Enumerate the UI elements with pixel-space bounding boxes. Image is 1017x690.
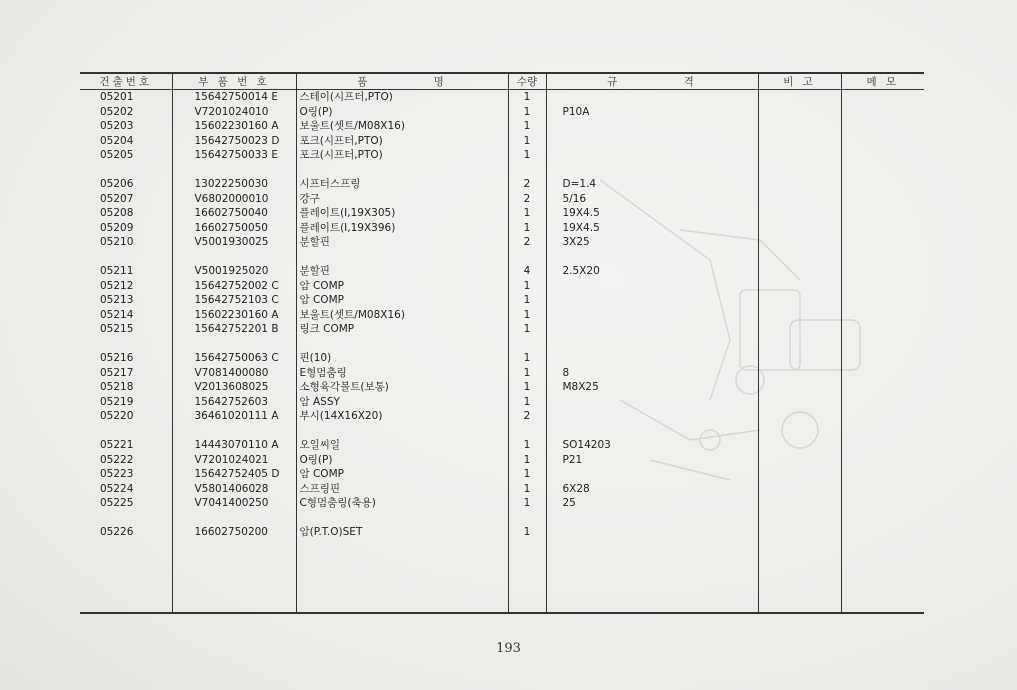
- remark-cell: [758, 366, 841, 381]
- table-row: [80, 90, 924, 105]
- row-number-cell: 05205: [100, 149, 134, 161]
- specification-cell: 2.5X20: [546, 264, 758, 279]
- memo-cell: [841, 148, 924, 163]
- quantity-cell: 1: [508, 105, 546, 120]
- quantity-cell: 1: [508, 438, 546, 453]
- table-row: [80, 496, 924, 511]
- quantity-cell: 1: [508, 148, 546, 163]
- table-row: [80, 453, 924, 468]
- part-name-cell: 보울트(셋트/M08X16): [296, 119, 508, 134]
- memo-cell: [841, 279, 924, 294]
- memo-cell: [841, 467, 924, 482]
- remark-cell: [758, 206, 841, 221]
- row-number-cell: 05208: [100, 207, 134, 219]
- specification-cell: 19X4.5: [546, 221, 758, 236]
- memo-cell: [841, 119, 924, 134]
- table-row: [80, 192, 924, 207]
- part-number-cell: V7041400250: [172, 496, 296, 511]
- memo-cell: [841, 482, 924, 497]
- row-number-cell: 05214: [100, 308, 134, 321]
- part-number-cell: [172, 569, 296, 584]
- remark-cell: [758, 192, 841, 207]
- row-number-cell: 05211: [100, 265, 134, 277]
- table-row: [80, 482, 924, 497]
- part-name-cell: O링(P): [296, 105, 508, 120]
- specification-cell: [546, 467, 758, 482]
- specification-cell: [546, 598, 758, 614]
- row-number-cell: 05218: [100, 381, 134, 393]
- part-number-cell: 15602230160 A: [172, 308, 296, 323]
- part-name-cell: 플레이트(I,19X396): [296, 221, 508, 236]
- part-number-cell: 15642750063 C: [172, 351, 296, 366]
- memo-cell: [841, 235, 924, 250]
- specification-cell: [546, 351, 758, 366]
- row-number-cell: 05216: [100, 352, 134, 364]
- remark-cell: [758, 90, 841, 105]
- row-number-cell: 05215: [100, 323, 134, 335]
- table-row: [80, 380, 924, 395]
- part-number-cell: V2013608025: [172, 380, 296, 395]
- part-number-cell: [172, 424, 296, 439]
- part-number-cell: [172, 250, 296, 265]
- part-name-cell: E형멈춤링: [296, 366, 508, 381]
- part-number-cell: 16602750040: [172, 206, 296, 221]
- memo-cell: [841, 206, 924, 221]
- row-number-cell: 05202: [100, 105, 134, 118]
- header-remark: 비 고: [758, 73, 841, 90]
- row-number-cell: [80, 250, 172, 265]
- specification-cell: 8: [546, 366, 758, 381]
- part-name-cell: 분할핀: [296, 235, 508, 250]
- specification-cell: [546, 279, 758, 294]
- specification-cell: [546, 148, 758, 163]
- specification-cell: 25: [546, 496, 758, 511]
- quantity-cell: 1: [508, 90, 546, 105]
- remark-cell: [758, 322, 841, 337]
- part-number-cell: [172, 554, 296, 569]
- table-row: [80, 293, 924, 308]
- remark-cell: [758, 308, 841, 323]
- remark-cell: [758, 598, 841, 614]
- quantity-cell: [508, 424, 546, 439]
- memo-cell: [841, 569, 924, 584]
- part-name-cell: 암(P.T.O)SET: [296, 525, 508, 540]
- memo-cell: [841, 192, 924, 207]
- specification-cell: P21: [546, 453, 758, 468]
- quantity-cell: 2: [508, 192, 546, 207]
- part-number-cell: 14443070110 A: [172, 438, 296, 453]
- quantity-cell: 1: [508, 366, 546, 381]
- memo-cell: [841, 438, 924, 453]
- row-number-cell: [80, 569, 172, 584]
- remark-cell: [758, 105, 841, 120]
- quantity-cell: 1: [508, 351, 546, 366]
- part-number-cell: [172, 511, 296, 526]
- remark-cell: [758, 250, 841, 265]
- remark-cell: [758, 264, 841, 279]
- remark-cell: [758, 337, 841, 352]
- part-name-cell: 포크(시프터,PTO): [296, 134, 508, 149]
- part-name-cell: C형멈춤링(축용): [296, 496, 508, 511]
- specification-cell: [546, 250, 758, 265]
- part-name-cell: [296, 583, 508, 598]
- remark-cell: [758, 453, 841, 468]
- table-row: [80, 540, 924, 555]
- part-name-cell: 분할핀: [296, 264, 508, 279]
- specification-cell: [546, 134, 758, 149]
- remark-cell: [758, 395, 841, 410]
- quantity-cell: [508, 583, 546, 598]
- part-number-cell: [172, 583, 296, 598]
- part-name-cell: O링(P): [296, 453, 508, 468]
- memo-cell: [841, 221, 924, 236]
- remark-cell: [758, 148, 841, 163]
- memo-cell: [841, 351, 924, 366]
- specification-cell: M8X25: [546, 380, 758, 395]
- quantity-cell: 1: [508, 221, 546, 236]
- quantity-cell: [508, 250, 546, 265]
- part-name-cell: [296, 337, 508, 352]
- row-number-cell: 05220: [100, 410, 134, 422]
- memo-cell: [841, 598, 924, 614]
- quantity-cell: [508, 163, 546, 178]
- remark-cell: [758, 496, 841, 511]
- quantity-cell: 1: [508, 395, 546, 410]
- row-number-cell: 05212: [100, 279, 134, 292]
- part-name-cell: 포크(시프터,PTO): [296, 148, 508, 163]
- part-name-cell: 소형육각볼트(보통): [296, 380, 508, 395]
- quantity-cell: 1: [508, 525, 546, 540]
- remark-cell: [758, 424, 841, 439]
- part-name-cell: 핀(10): [296, 351, 508, 366]
- row-number-cell: [80, 598, 172, 614]
- part-number-cell: 16602750050: [172, 221, 296, 236]
- header-spec: 규 격: [546, 73, 758, 90]
- remark-cell: [758, 467, 841, 482]
- table-row: [80, 409, 924, 424]
- part-name-cell: 강구: [296, 192, 508, 207]
- remark-cell: [758, 511, 841, 526]
- table-row: [80, 235, 924, 250]
- part-name-cell: 암 COMP: [296, 467, 508, 482]
- part-number-cell: V5801406028: [172, 482, 296, 497]
- table-row: [80, 351, 924, 366]
- part-number-cell: 16602750200: [172, 525, 296, 540]
- specification-cell: [546, 424, 758, 439]
- part-number-cell: 15642752201 B: [172, 322, 296, 337]
- part-number-cell: 15642752603: [172, 395, 296, 410]
- memo-cell: [841, 395, 924, 410]
- part-name-cell: [296, 554, 508, 569]
- part-name-cell: [296, 540, 508, 555]
- part-number-cell: [172, 337, 296, 352]
- quantity-cell: 1: [508, 119, 546, 134]
- row-number-cell: 05201: [100, 91, 134, 103]
- header-qty: 수량: [508, 73, 546, 90]
- specification-cell: D=1.4: [546, 177, 758, 192]
- row-number-cell: 05203: [100, 120, 134, 132]
- memo-cell: [841, 250, 924, 265]
- part-name-cell: 플레이트(I,19X305): [296, 206, 508, 221]
- part-number-cell: 36461020111 A: [172, 409, 296, 424]
- part-number-cell: 15642750014 E: [172, 90, 296, 105]
- quantity-cell: 1: [508, 467, 546, 482]
- specification-cell: [546, 90, 758, 105]
- memo-cell: [841, 453, 924, 468]
- part-number-cell: V7201024010: [172, 105, 296, 120]
- specification-cell: 6X28: [546, 482, 758, 497]
- part-number-cell: V7201024021: [172, 453, 296, 468]
- part-number-cell: 15642752405 D: [172, 467, 296, 482]
- remark-cell: [758, 163, 841, 178]
- table-row: [80, 554, 924, 569]
- specification-cell: SO14203: [546, 438, 758, 453]
- specification-cell: [546, 525, 758, 540]
- table-row: [80, 438, 924, 453]
- part-name-cell: 암 COMP: [296, 293, 508, 308]
- remark-cell: [758, 482, 841, 497]
- quantity-cell: [508, 598, 546, 614]
- part-name-cell: 스테이(시프터,PTO): [296, 90, 508, 105]
- row-number-cell: 05209: [100, 221, 134, 234]
- table-row: [80, 583, 924, 598]
- specification-cell: P10A: [546, 105, 758, 120]
- row-number-cell: 05226: [100, 526, 134, 538]
- remark-cell: [758, 569, 841, 584]
- remark-cell: [758, 583, 841, 598]
- memo-cell: [841, 366, 924, 381]
- row-number-cell: 05225: [100, 497, 134, 509]
- specification-cell: [546, 308, 758, 323]
- quantity-cell: 1: [508, 279, 546, 294]
- memo-cell: [841, 337, 924, 352]
- table-header-row: [80, 73, 924, 90]
- part-number-cell: 15642752103 C: [172, 293, 296, 308]
- specification-cell: [546, 569, 758, 584]
- table-row: [80, 366, 924, 381]
- row-number-cell: [80, 583, 172, 598]
- memo-cell: [841, 496, 924, 511]
- memo-cell: [841, 511, 924, 526]
- specification-cell: [546, 554, 758, 569]
- table-row: [80, 148, 924, 163]
- table-row: [80, 308, 924, 323]
- table-row: [80, 424, 924, 439]
- specification-cell: 3X25: [546, 235, 758, 250]
- quantity-cell: 1: [508, 482, 546, 497]
- row-number-cell: 05223: [100, 468, 134, 480]
- row-number-cell: [80, 337, 172, 352]
- table-row: [80, 511, 924, 526]
- table-row: [80, 467, 924, 482]
- row-number-cell: 05224: [100, 482, 134, 495]
- row-number-cell: 05207: [100, 192, 134, 205]
- part-name-cell: 시프터스프링: [296, 177, 508, 192]
- table-row: [80, 264, 924, 279]
- quantity-cell: 1: [508, 453, 546, 468]
- table-row: [80, 250, 924, 265]
- quantity-cell: 1: [508, 293, 546, 308]
- quantity-cell: [508, 511, 546, 526]
- row-number-cell: 05222: [100, 453, 134, 466]
- part-number-cell: V7081400080: [172, 366, 296, 381]
- remark-cell: [758, 119, 841, 134]
- quantity-cell: 2: [508, 177, 546, 192]
- table-row: [80, 598, 924, 614]
- quantity-cell: 2: [508, 409, 546, 424]
- remark-cell: [758, 351, 841, 366]
- table-row: [80, 569, 924, 584]
- quantity-cell: [508, 540, 546, 555]
- part-number-cell: V5001925020: [172, 264, 296, 279]
- table-row: [80, 337, 924, 352]
- memo-cell: [841, 554, 924, 569]
- part-name-cell: [296, 424, 508, 439]
- part-name-cell: 암 COMP: [296, 279, 508, 294]
- part-name-cell: [296, 163, 508, 178]
- specification-cell: [546, 395, 758, 410]
- row-number-cell: [80, 554, 172, 569]
- row-number-cell: [80, 163, 172, 178]
- part-number-cell: [172, 163, 296, 178]
- row-number-cell: 05221: [100, 439, 134, 451]
- remark-cell: [758, 409, 841, 424]
- table-row: [80, 119, 924, 134]
- remark-cell: [758, 380, 841, 395]
- specification-cell: [546, 119, 758, 134]
- memo-cell: [841, 293, 924, 308]
- specification-cell: 5/16: [546, 192, 758, 207]
- quantity-cell: 1: [508, 496, 546, 511]
- memo-cell: [841, 134, 924, 149]
- part-name-cell: 오일씨일: [296, 438, 508, 453]
- quantity-cell: 1: [508, 308, 546, 323]
- part-name-cell: [296, 511, 508, 526]
- row-number-cell: [80, 540, 172, 555]
- memo-cell: [841, 105, 924, 120]
- memo-cell: [841, 163, 924, 178]
- page-number: 193: [496, 641, 521, 656]
- row-number-cell: 05213: [100, 294, 134, 306]
- memo-cell: [841, 424, 924, 439]
- table-row: [80, 221, 924, 236]
- quantity-cell: [508, 554, 546, 569]
- part-name-cell: 링크 COMP: [296, 322, 508, 337]
- quantity-cell: 2: [508, 235, 546, 250]
- header-name: 품 명: [296, 73, 508, 90]
- table-row: [80, 395, 924, 410]
- part-number-cell: 15642750023 D: [172, 134, 296, 149]
- specification-cell: [546, 540, 758, 555]
- memo-cell: [841, 380, 924, 395]
- part-name-cell: [296, 598, 508, 614]
- row-number-cell: [80, 511, 172, 526]
- memo-cell: [841, 409, 924, 424]
- remark-cell: [758, 554, 841, 569]
- row-number-cell: 05210: [100, 236, 134, 248]
- row-number-cell: 05219: [100, 395, 134, 408]
- part-number-cell: 13022250030: [172, 177, 296, 192]
- quantity-cell: 1: [508, 380, 546, 395]
- remark-cell: [758, 235, 841, 250]
- quantity-cell: 1: [508, 134, 546, 149]
- part-name-cell: 보울트(셋트/M08X16): [296, 308, 508, 323]
- header-part-no: 부 품 번 호: [172, 73, 296, 90]
- row-number-cell: 05206: [100, 178, 134, 190]
- memo-cell: [841, 583, 924, 598]
- remark-cell: [758, 134, 841, 149]
- table-row: [80, 322, 924, 337]
- part-number-cell: 15642752002 C: [172, 279, 296, 294]
- header-memo: 메 모: [841, 73, 924, 90]
- quantity-cell: [508, 337, 546, 352]
- specification-cell: [546, 583, 758, 598]
- table-row: [80, 163, 924, 178]
- part-number-cell: [172, 540, 296, 555]
- specification-cell: [546, 322, 758, 337]
- specification-cell: [546, 409, 758, 424]
- remark-cell: [758, 221, 841, 236]
- part-number-cell: 15602230160 A: [172, 119, 296, 134]
- quantity-cell: 1: [508, 322, 546, 337]
- specification-cell: [546, 163, 758, 178]
- specification-cell: [546, 337, 758, 352]
- table-row: [80, 105, 924, 120]
- memo-cell: [841, 264, 924, 279]
- remark-cell: [758, 177, 841, 192]
- memo-cell: [841, 177, 924, 192]
- memo-cell: [841, 525, 924, 540]
- row-number-cell: [80, 424, 172, 439]
- part-name-cell: [296, 250, 508, 265]
- part-number-cell: V5001930025: [172, 235, 296, 250]
- part-number-cell: 15642750033 E: [172, 148, 296, 163]
- table-row: [80, 279, 924, 294]
- remark-cell: [758, 438, 841, 453]
- memo-cell: [841, 540, 924, 555]
- memo-cell: [841, 308, 924, 323]
- table-row: [80, 134, 924, 149]
- part-name-cell: 스프링핀: [296, 482, 508, 497]
- parts-table: [80, 72, 924, 614]
- row-number-cell: 05204: [100, 134, 134, 147]
- table-row: [80, 525, 924, 540]
- remark-cell: [758, 279, 841, 294]
- quantity-cell: 1: [508, 206, 546, 221]
- specification-cell: 19X4.5: [546, 206, 758, 221]
- part-name-cell: 암 ASSY: [296, 395, 508, 410]
- quantity-cell: [508, 569, 546, 584]
- remark-cell: [758, 293, 841, 308]
- quantity-cell: 4: [508, 264, 546, 279]
- specification-cell: [546, 511, 758, 526]
- memo-cell: [841, 90, 924, 105]
- row-number-cell: 05217: [100, 366, 134, 379]
- table-row: [80, 177, 924, 192]
- table-row: [80, 206, 924, 221]
- specification-cell: [546, 293, 758, 308]
- part-name-cell: [296, 569, 508, 584]
- memo-cell: [841, 322, 924, 337]
- remark-cell: [758, 540, 841, 555]
- part-name-cell: 부시(14X16X20): [296, 409, 508, 424]
- remark-cell: [758, 525, 841, 540]
- part-number-cell: [172, 598, 296, 614]
- header-no: 건출번호: [80, 73, 172, 90]
- part-number-cell: V6802000010: [172, 192, 296, 207]
